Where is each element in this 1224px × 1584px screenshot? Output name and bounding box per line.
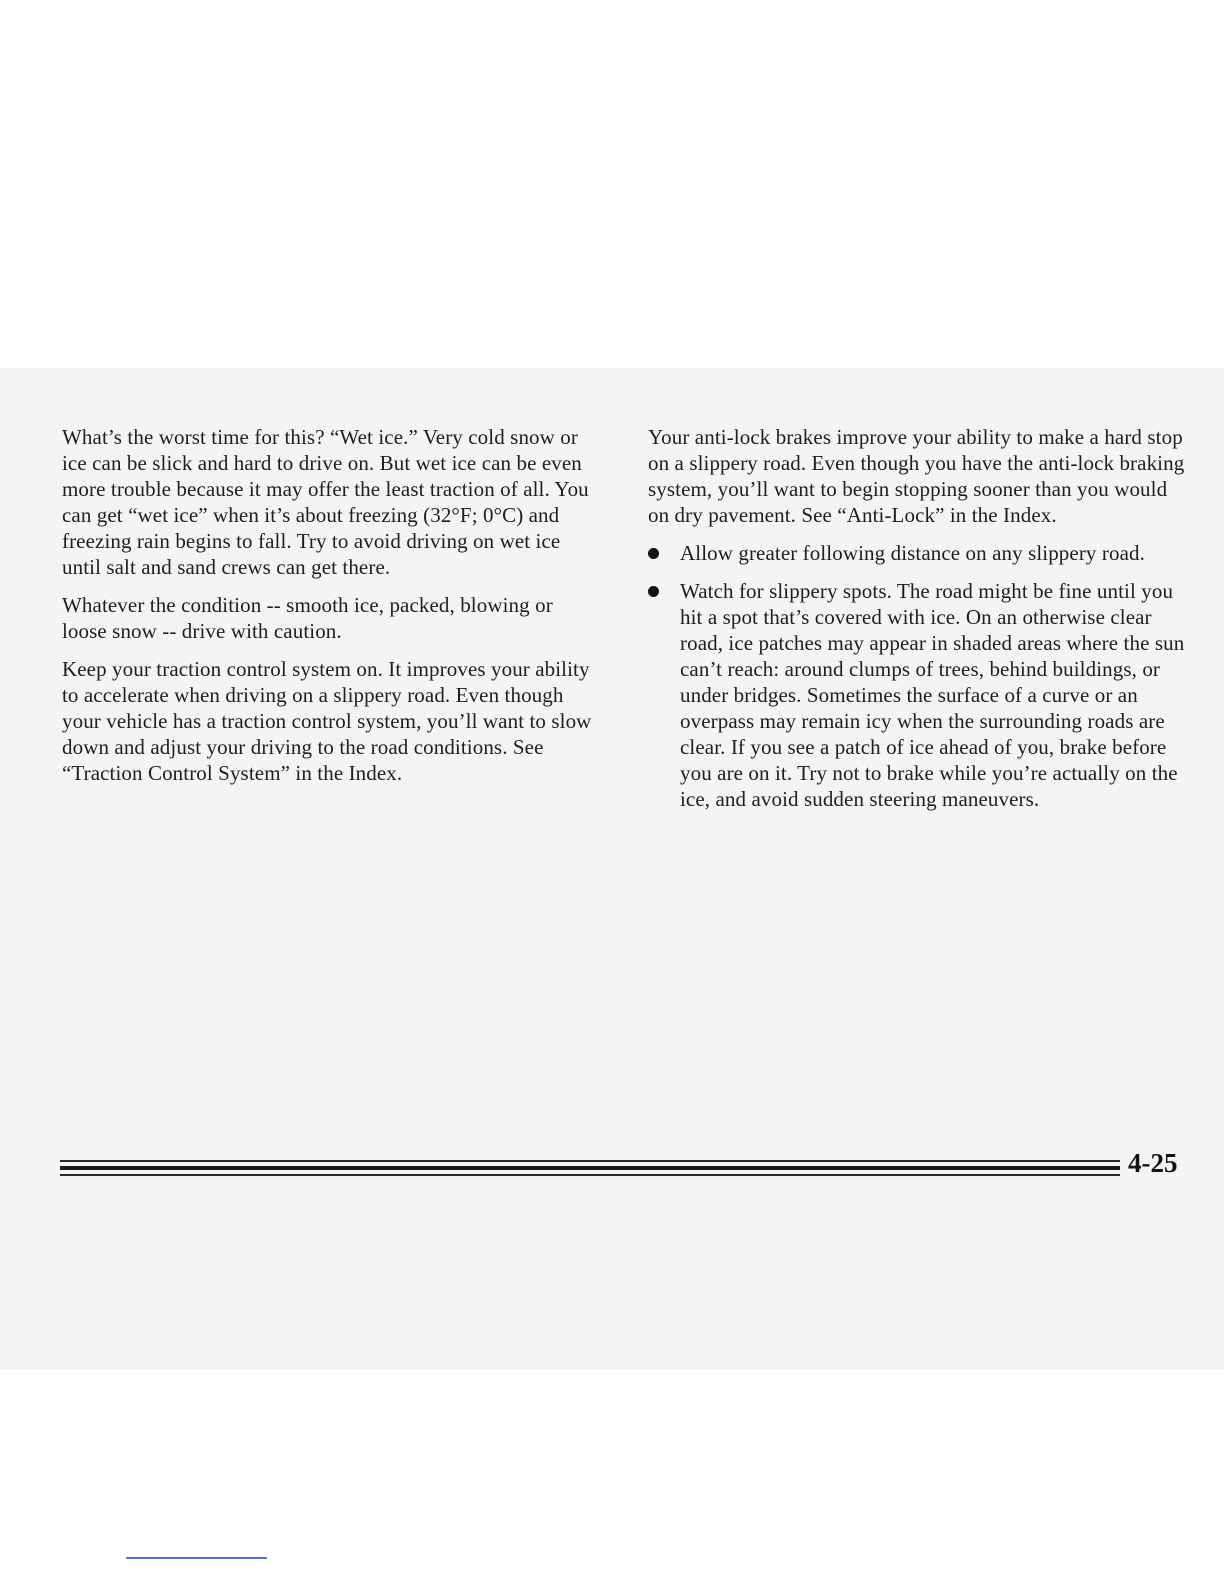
footer-rule-thick [60,1166,1120,1170]
footer-rule-thin-bottom [60,1174,1120,1176]
paragraph-condition-caution: Whatever the condition -- smooth ice, packed, blowing or loose snow -- drive with caution. [62,593,553,643]
right-column [648,424,1192,824]
left-column [62,424,600,798]
bullet-text: Watch for slippery spots. The road might be fine until you hit a spot that’s covered with ice. On an otherwise clear road, ice patches may appear in shaded areas where the sun can’t reach: around clumps of trees, behind buildings, or under bridges. Sometimes the surface of a curve or an overpass may remain icy when the surrounding roads are clear. If you see a patch of ice ahead of you, brake before you are on it. Try not to brake while you’re actually on the ice, and avoid sudden steering maneuvers. [680,579,1185,811]
page-number: 4-25 [1128,1148,1178,1178]
footer-rule-thin-top [60,1160,1120,1162]
paragraph-traction-control: Keep your traction control system on. It improves your ability to accelerate when driving on a slippery road. Even though your vehicle has a traction control system, you’ll want to slow down and adjust your driving to the road conditions. See “Traction Control System” in the Index. [62,657,592,785]
list-item [648,540,1192,566]
list-item [648,578,1192,812]
bullet-text: Allow greater following distance on any slippery road. [680,541,1145,565]
bullet-icon [648,548,659,559]
paragraph-wet-ice: What’s the worst time for this? “Wet ice.” Very cold snow or ice can be slick and hard to drive on. But wet ice can be even more trouble because it may offer the least traction of all. You can get “wet ice” when it’s about freezing (32°F; 0°C) and freezing rain begins to fall. Try to avoid driving on wet ice until salt and sand crews can get there. [62,425,589,579]
safety-bullet-list [648,540,1192,812]
paragraph-anti-lock-brakes: Your anti-lock brakes improve your ability to make a hard stop on a slippery road. Even though you have the anti-lock braking system, you’ll want to begin stopping sooner than you would on dry pavement. See “Anti-Lock” in the Index. [648,425,1185,527]
footer-rule [60,1160,1120,1180]
bullet-icon [648,586,659,597]
bottom-underline-decoration [126,1557,267,1559]
